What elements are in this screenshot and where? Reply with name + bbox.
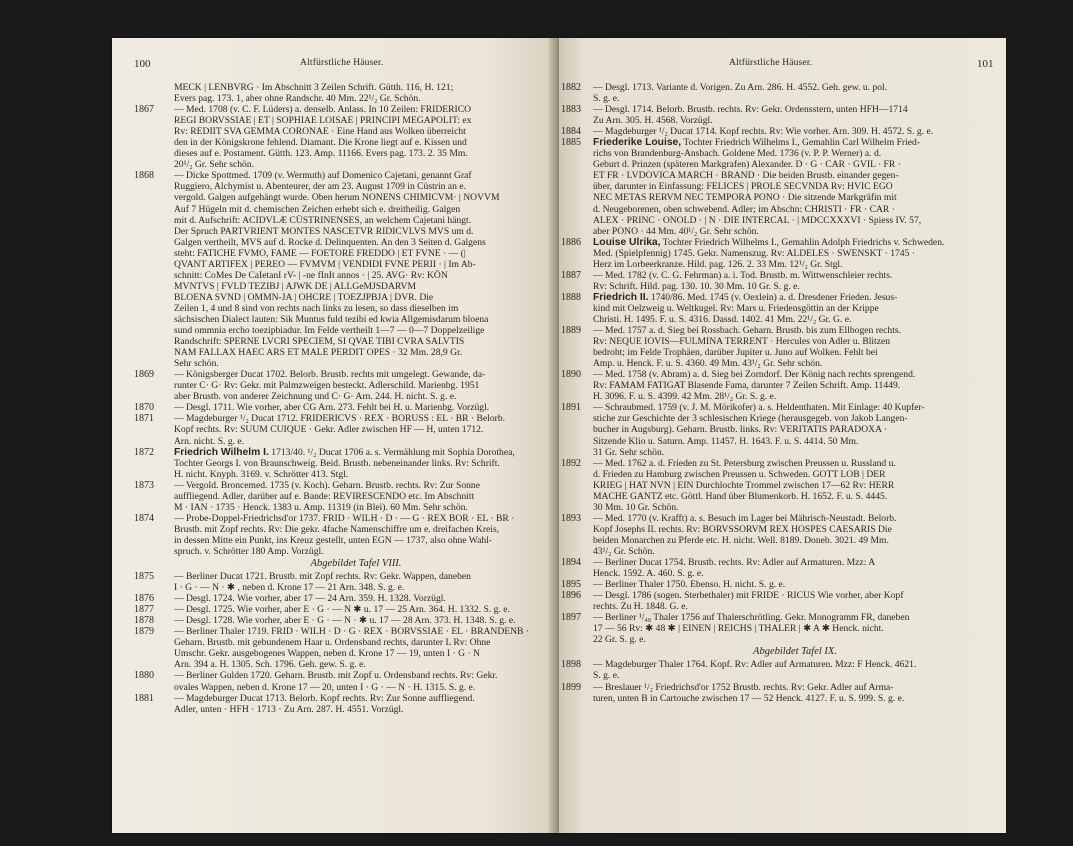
lot-number: 1884 (561, 126, 581, 138)
line-text: Amp. u. Henck. F. u. S. 4360. 49 Mm. 43¹/₂ Gr. Sehr schön. (593, 358, 823, 370)
lot-number: 1871 (134, 413, 154, 425)
lot-number: 1873 (134, 479, 154, 491)
line-text: — Berliner Thaler 1750. Ebenso. H. nicht. S. g. e. (593, 579, 786, 591)
line-text: — Berliner Ducat 1721. Brustb. mit Zopf rechts. Rv: Gekr. Wappen, daneben (174, 571, 471, 583)
catalog-entry-line (561, 104, 997, 116)
catalog-text-line (120, 325, 538, 336)
line-text: KRIEG | HAT NVN | EIN Durchlochte Trommel zwischen 17—62 Rv: HERR (593, 479, 895, 491)
line-text: — Magdeburger ¹/₂ Ducat 1712. FRIDERICVS · REX · BORUSS : EL · BR · Belorb. (174, 413, 506, 425)
lot-number: 1868 (134, 170, 154, 182)
catalog-entry-line (561, 457, 997, 469)
line-text: — Berliner Thaler 1719. FRID · WILH · D · G · REX · BORVSSIAE · EL · BRANDENB · (174, 626, 530, 638)
lot-number: 1878 (134, 615, 154, 627)
line-text: auffliegend. Adler, darüber auf e. Bande: REVIRESCENDO etc. Im Abschnitt (174, 490, 475, 502)
page-number-left: 100 (134, 58, 151, 70)
lot-number: 1883 (561, 104, 581, 116)
catalog-text-line (120, 314, 538, 325)
line-text: S. g. e. (593, 670, 620, 682)
line-text: — Magdeburger Thaler 1764. Kopf. Rv: Adler auf Armaturen. Mzz: F Henck. 4621. (593, 659, 917, 671)
catalog-entry-line (561, 557, 997, 569)
lot-number: 1890 (561, 369, 581, 381)
catalog-entry-line (120, 104, 538, 115)
catalog-entry-line (561, 512, 997, 524)
right-page-text (561, 82, 997, 704)
catalog-entry-line (120, 593, 538, 604)
line-text: Kopf rechts. Rv: SUUM CUIQUE · Gekr. Adler zwischen HF — H, unten 1712. (174, 424, 484, 436)
catalog-text-line (120, 469, 538, 480)
line-text: rechts. Zu H. 1848. G. e. (593, 601, 688, 613)
line-text: Rv: Schrift. Hild. pag. 130. 10. 30 Mm. 10 Gr. S. g. e. (593, 280, 800, 292)
lot-number: 1895 (561, 579, 581, 591)
lot-number: 1897 (561, 612, 581, 624)
ruler-name: Friederike Louise, (593, 137, 682, 149)
line-text: — Med. 1762 a. d. Frieden zu St. Petersburg zwischen Preussen u. Russland u. (593, 457, 896, 469)
line-text: — Med. 1770 (v. Krafft) a. s. Besuch im Lager bei Mährisch-Neustadt. Belorb. (593, 512, 897, 524)
catalog-entry-line (120, 670, 538, 681)
line-text: — Vergold. Broncemed. 1735 (v. Koch). Geharn. Brustb. rechts. Rv: Zur Sonne (174, 479, 480, 491)
catalog-text-line (120, 524, 538, 535)
catalog-text-line (120, 248, 538, 259)
catalog-text-line (120, 682, 538, 693)
lot-number: 1882 (561, 82, 581, 93)
line-text: in dessen Mitte ein Punkt, ins Kreuz gestellt, unten EGN — 1737, also ohne Wahl- (174, 534, 492, 546)
catalog-entry-line (120, 170, 538, 181)
catalog-text-line (565, 148, 997, 159)
line-text: Randschrift: SPERNE LVCRI SPECIEM, SI QVAE TIBI CVRA SALVTIS (174, 336, 465, 348)
line-text: mit d. Aufschrift: ACIDVLÆ CÜSTRINENSES, an welchem Cajetani hängt. (174, 214, 472, 226)
line-text: H. 3096. F. u. S. 4399. 42 Mm. 28¹/₂ Gr. S. g. e. (593, 391, 777, 403)
catalog-text-line (120, 192, 538, 203)
catalog-entry-line (561, 612, 997, 624)
line-text: MECK | LENBVRG · Im Abschnitt 3 Zeilen Schrift. Gütth. 116, H. 121; (174, 82, 454, 93)
catalog-text-line (565, 693, 997, 704)
line-text: richs von Brandenburg-Ansbach. Goldene Med. 1736 (v. P. P. Werner) a. d. (593, 148, 882, 160)
catalog-text-line (565, 347, 997, 358)
line-text: turen, unten B in Cartouche zwischen 17 — 52 Henck. 4127. F. u. S. 999. S. g. e. (593, 692, 905, 704)
catalog-text-line (565, 568, 997, 579)
ruler-name: Friedrich II. (593, 291, 649, 303)
line-text: bedroht; im Felde Trophäen, darüber Jupiter u. Juno auf Wolken. Fehlt bei (593, 347, 878, 359)
line-text: 43¹/₂ Gr. Schön. (593, 545, 655, 557)
line-text: d. Frieden zu Hamburg zwischen Preussen u. Schweden. GOTT LOB | DER (593, 468, 886, 480)
catalog-text-line (120, 582, 538, 593)
catalog-text-line (120, 458, 538, 469)
line-text: kind mit Oelzweig u. Weltkugel. Rv: Mars u. Friedensgöttin an der Krippe (593, 302, 879, 314)
line-text: MACHE GANTZ etc. Göttl. Hand über Blumenkorb. H. 1652. F. u. S. 4445. (593, 490, 888, 502)
book-spread (112, 38, 1006, 833)
plate-caption (565, 646, 997, 657)
catalog-entry-line (561, 269, 997, 281)
catalog-text-line (120, 648, 538, 659)
catalog-text-line (565, 159, 997, 170)
line-text: ovales Wappen, neben d. Krone 17 — 20, unten I · G · — N · H. 1315. S. g. e. (174, 681, 476, 693)
line-text: H. nicht. Knyph. 3169. v. Schrötter 413. Stgl. (174, 468, 349, 480)
line-text: den in der Königskrone fehlend. Diamant. Die Krone liegt auf e. Kissen und (174, 137, 467, 149)
line-text: spruch. v. Schrötter 180 Amp. Vorzügl. (174, 545, 324, 557)
running-header-left: Altfürstliche Häuser. (300, 58, 384, 68)
left-page (112, 38, 555, 833)
line-text: steht: FATICHE FVMO, FAME — FOETORE FREDDO | ET FVNE · — (| (174, 247, 466, 259)
catalog-entry-line (120, 402, 538, 413)
catalog-text-line (120, 93, 538, 104)
catalog-entry-line (120, 369, 538, 380)
catalog-text-line (120, 181, 538, 192)
line-text: REGI BORVSSIAE | ET | SOPHIAE LOISAE | PRINCIPI MEGAPOLIT: ex (174, 115, 472, 127)
catalog-text-line (565, 524, 997, 535)
catalog-text-line (565, 93, 997, 104)
catalog-text-line (120, 358, 538, 369)
line-text: schnitt: CoMes De CaIetanI rV- | -ne fInIt annos · | 25. AVG· Rv: KÖN (174, 269, 448, 281)
line-text: — Probe-Doppel-Friedrichsd'or 1737. FRID · WILH · D · — G · REX BOR · EL · BR · (174, 512, 515, 524)
catalog-text-line (120, 237, 538, 248)
running-header-right: Altfürstliche Häuser. (729, 58, 813, 68)
catalog-text-line (565, 248, 997, 259)
line-text: 17 — 56 Rv: ✱ 48 ✱ | EINEN | REICHS | THALER | ✱ A ✱ Henck. nicht. (593, 623, 884, 635)
ruler-name: Friedrich Wilhelm I. (174, 446, 269, 458)
catalog-entry-line (120, 571, 538, 582)
line-text: Louise Ulrika, Tochter Friedrich Wilhelms I., Gemahlin Adolph Friedrichs v. Schweden. (593, 236, 945, 248)
catalog-text-line (565, 259, 997, 270)
line-text: Ruggiero, Alchymist u. Abenteurer, der am 23. August 1709 in Cüstrin an e. (174, 181, 466, 193)
catalog-text-line (565, 634, 997, 645)
catalog-text-line (565, 469, 997, 480)
catalog-entry-line (561, 236, 997, 248)
line-text: QVANT ARTIFEX | PEREO — FVMVM | VENDIDI FVNE PERII · | Im Ab- (174, 258, 476, 270)
line-text: — Schraubmed. 1759 (v. J. M. Mörikofer) a. s. Heldenthaten. Mit Einlage: 40 Kupfer- (593, 402, 925, 414)
line-text: 31 Gr. Sehr schön. (593, 446, 665, 458)
catalog-text-line (120, 347, 538, 358)
catalog-entry-line (120, 604, 538, 615)
line-text: — Med. 1782 (v. C. G. Fehrman) a. i. Tod. Brustb. m. Wittwenschleier rechts. (593, 269, 893, 281)
lot-number: 1875 (134, 571, 154, 583)
line-text: NAM FALLAX HAEC ARS ET MALE PERDIT OPES · 32 Mm. 28,9 Gr. (174, 347, 463, 359)
line-text: Christi. H. 1495. F. u. S. 4316. Dassd. 1402. 41 Mm. 22¹/₂ Gr. G. e. (593, 313, 852, 325)
line-text: — Berliner Ducat 1754. Brustb. rechts. Rv: Adler auf Armaturen. Mzz: A (593, 557, 876, 569)
catalog-text-line (120, 226, 538, 237)
line-text: d. Neugeborenen, oben schwebend. Adler; im Abschn: CHRISTI · FR · CAR · (593, 203, 895, 215)
line-text: Rv: FAMAM FATIGAT Blasende Fama, darunter 7 Zeilen Schrift. Amp. 11449. (593, 380, 901, 392)
catalog-text-line (120, 436, 538, 447)
line-text: Adler, unten · HFH · 1713 · Zu Arn. 287. H. 4551. Vorzügl. (174, 703, 404, 715)
catalog-text-line (565, 358, 997, 369)
catalog-entry-line (561, 590, 997, 602)
catalog-text-line (120, 137, 538, 148)
lot-number: 1894 (561, 557, 581, 569)
line-text: sund ommnia ercho toezipbiadur. Im Felde vertheilt 1—7 — 0—7 Doppelzeilige (174, 325, 485, 337)
line-text: Zeilen 1, 4 und 8 sind von rechts nach links zu lesen, so dass dieselben im (174, 302, 459, 314)
catalog-entry-line (561, 659, 997, 671)
lot-number: 1893 (561, 512, 581, 524)
catalog-text-line (565, 623, 997, 634)
catalog-text-line (565, 115, 997, 126)
catalog-entry-line (120, 480, 538, 491)
catalog-text-line (120, 704, 538, 715)
line-text: Geharn. Brustb. mit gebundenem Haar u. Ordensband rechts, darunter L Rv: Ohne (174, 637, 491, 649)
line-text: Sitzende Klio u. Saturn. Amp. 11457. H. 1643. F. u. S. 4414. 50 Mm. (593, 435, 859, 447)
lot-number: 1891 (561, 402, 581, 414)
line-text: ET FR · LVDOVICA MARCH · BRAND · Die beiden Brustb. einander gegen- (593, 170, 899, 182)
line-text: NEC METAS RERVM NEC TEMPORA PONO · Die sitzende Markgräfin mit (593, 192, 897, 204)
catalog-text-line (565, 535, 997, 546)
catalog-text-line (120, 336, 538, 347)
catalog-text-line (120, 148, 538, 159)
catalog-text-line (120, 281, 538, 292)
lot-number: 1877 (134, 604, 154, 616)
catalog-text-line (565, 380, 997, 391)
catalog-entry-line (120, 447, 538, 458)
catalog-text-line (565, 170, 997, 181)
line-text: Kopf Josephs II. rechts. Rv: BORVSSORVM REX HOSPES CAESARIS Die (593, 523, 892, 535)
line-text: — Med. 1758 (v. Abram) a. d. Sieg bei Zorndorf. Der König nach rechts sprengend. (593, 369, 916, 381)
catalog-text-line (565, 436, 997, 447)
catalog-text-line (120, 502, 538, 513)
line-text: Rv: NEQUE IOVIS—FULMINA TERRENT · Hercules von Adler u. Blitzen (593, 336, 891, 348)
lot-number: 1870 (134, 402, 154, 414)
line-text: beiden Monarchen zu Pferde etc. H. nicht. Well. 8189. Doneb. 3021. 49 Mm. (593, 534, 889, 546)
catalog-text-line (120, 126, 538, 137)
catalog-text-line (120, 491, 538, 502)
line-text: stiche zur Geschichte der 3 schlesischen Kriege (herausgegeb. von Jakob Langen- (593, 413, 908, 425)
line-text: ALEX · PRINC · ONOLD · | N · DIE INTERCAL · | MDCCXXXVI · Spiess IV. 57, (593, 214, 922, 226)
catalog-entry-line (561, 402, 997, 414)
catalog-text-line (120, 637, 538, 648)
line-text: vergold. Galgen aufgehängt wurde. Oben herum NONENS CHIMICVM· | NOVVM (174, 192, 500, 204)
caption-text: Abgebildet Tafel IX. (753, 646, 837, 658)
catalog-entry-line (561, 82, 997, 93)
line-text: — Desgl. 1711. Wie vorher, aber CG Arn. 273. Fehlt bei H. u. Marienbg. Vorzügl. (174, 402, 490, 414)
catalog-entry-line (120, 615, 538, 626)
catalog-entry-line (561, 126, 997, 138)
line-text: Friedrich Wilhelm I. 1713/40. ¹/₂ Ducat 1706 a. s. Vermählung mit Sophia Dorothea, (174, 446, 515, 458)
lot-number: 1898 (561, 659, 581, 671)
line-text: 20¹/₂ Gr. Sehr schön. (174, 159, 255, 171)
catalog-text-line (565, 226, 997, 237)
line-text: Evers pag. 173. 1, aber ohne Randschr. 40 Mm. 22¹/₂ Gr. Schön. (174, 93, 421, 105)
catalog-text-line (120, 424, 538, 435)
line-text: Arn. nicht. S. g. e. (174, 435, 245, 447)
catalog-text-line (565, 601, 997, 612)
catalog-text-line (565, 424, 997, 435)
line-text: Auf 7 Hügeln mit d. chemischen Zeichen erhebt sich e. dreitheilig. Galgen (174, 203, 461, 215)
line-text: — Desgl. 1725. Wie vorher, aber E · G · — N ✱ u. 17 — 25 Arn. 364. H. 1332. S. g. e. (174, 604, 510, 616)
catalog-entry-line (561, 325, 997, 337)
lot-number: 1887 (561, 269, 581, 281)
line-text: — Dicke Spottmed. 1709 (v. Wermuth) auf Domenico Cajetani, genannt Graf (174, 170, 472, 182)
line-text: 30 Mm. 10 Gr. Schön. (593, 501, 679, 513)
catalog-entry-line (561, 137, 997, 149)
catalog-text-line (120, 535, 538, 546)
line-text: Henck. 1592. A. 460. S. g. e. (593, 568, 704, 580)
line-text: Zu Arn. 305. H. 4568. Vorzügl. (593, 115, 713, 127)
lot-number: 1896 (561, 590, 581, 602)
line-text: Der Spruch PARTVRIENT MONTES NASCETVR RIDICVLVS MVS um d. (174, 225, 474, 237)
catalog-text-line (565, 413, 997, 424)
line-text: — Königsberger Ducat 1702. Belorb. Brustb. rechts mit umgelegt. Gewande, da- (174, 369, 486, 381)
right-page (559, 38, 1006, 833)
line-text: — Desgl. 1713. Variante d. Vorigen. Zu Arn. 286. H. 4552. Geh. gew. u. pol. (593, 82, 888, 93)
line-text: — Berliner Gulden 1720. Geharn. Brustb. mit Zopf u. Ordensband rechts. Rv: Gekr. (174, 670, 498, 682)
catalog-text-line (565, 181, 997, 192)
left-page-text (120, 82, 538, 715)
line-text: — Magdeburger ¹/₂ Ducat 1714. Kopf rechts. Rv: Wie vorher. Arn. 309. H. 4572. S. g. e. (593, 126, 934, 138)
catalog-text-line (565, 391, 997, 402)
page-number-right: 101 (977, 58, 994, 70)
catalog-entry-line (561, 681, 997, 693)
catalog-text-line (120, 659, 538, 670)
line-text: Rv: REDIIT SVA GEMMA CORONAE · Eine Hand aus Wolken überreicht (174, 126, 466, 138)
line-text: I · G · — N · ✱ , neben d. Krone 17 — 21 Arn. 348. S. g. e. (174, 582, 405, 594)
catalog-entry-line (561, 579, 997, 591)
catalog-text-line (120, 259, 538, 270)
lot-number: 1880 (134, 670, 154, 682)
line-text: 22 Gr. S. g. e. (593, 634, 646, 646)
line-text: Umschr. Gekr. ausgebogenes Wappen, neben d. Krone 17 — 19, unten I · G · N (174, 648, 480, 660)
catalog-text-line (565, 303, 997, 314)
catalog-text-line (565, 480, 997, 491)
catalog-text-line (120, 115, 538, 126)
catalog-entry-line (120, 626, 538, 637)
lot-number: 1892 (561, 457, 581, 469)
lot-number: 1885 (561, 137, 581, 149)
line-text: dieses auf e. Postament. Gütth. 123. Amp. 11166. Evers pag. 173. 2. 35 Mm. (174, 148, 468, 160)
catalog-text-line (565, 204, 997, 215)
line-text: — Magdeburger Ducat 1713. Belorb. Kopf rechts. Rv: Zur Sonne auffliegend. (174, 692, 475, 704)
catalog-entry-line (120, 693, 538, 704)
catalog-entry-line (561, 291, 997, 303)
catalog-text-line (120, 270, 538, 281)
line-text: aber PONO · 44 Mm. 40¹/₂ Gr. Sehr schön. (593, 225, 759, 237)
line-text: Friedrich II. 1740/86. Med. 1745 (v. Oexlein) a. d. Dresdener Frieden. Jesus- (593, 291, 898, 303)
catalog-text-line (120, 303, 538, 314)
catalog-text-line (565, 670, 997, 681)
line-text: — Desgl. 1728. Wie vorher, aber E · G · — N · ✱ u. 17 — 28 Arn. 373. H. 1348. S. g. e. (174, 615, 516, 627)
catalog-text-line (120, 159, 538, 170)
catalog-text-line (120, 292, 538, 303)
catalog-text-line (565, 546, 997, 557)
catalog-text-line (120, 204, 538, 215)
lot-number: 1876 (134, 593, 154, 605)
line-text: Friederike Louise, Tochter Friedrich Wilhelms I., Gemahlin Carl Wilhelm Fried- (593, 137, 921, 149)
line-text: Tochter Georgs I. von Braunschweig. Beid. Brustb. nebeneinander links. Rv: Schrift. (174, 457, 500, 469)
catalog-text-line (565, 491, 997, 502)
catalog-entry-line (120, 413, 538, 424)
line-text: BLOENA SVND | OMMN-JA | OHCRE | TOEZJPBJA | DVR. Die (174, 291, 434, 303)
catalog-text-line (120, 380, 538, 391)
line-text: M · IAN · 1735 · Henck. 1383 u. Amp. 11319 (in Blei). 60 Mm. Sehr schön. (174, 501, 468, 513)
catalog-text-line (565, 314, 997, 325)
line-text: Sehr schön. (174, 358, 219, 370)
lot-number: 1869 (134, 369, 154, 381)
lot-number: 1867 (134, 104, 154, 116)
line-text: — Desgl. 1786 (sogen. Sterbethaler) mit FRIDE · RICUS Wie vorher, aber Kopf (593, 590, 904, 602)
line-text: Arn. 394 a. H. 1305. Sch. 1796. Geh. gew. S. g. e. (174, 659, 366, 671)
line-text: — Desgl. 1714. Belorb. Brustb. rechts. Rv: Gekr. Ordensstern, unten HFH—1714 (593, 104, 908, 116)
line-text: runter C· G· Rv: Gekr. mit Palmzweigen besteckt. Adlerschild. Marienbg. 1951 (174, 380, 480, 392)
caption-text: Abgebildet Tafel VIII. (310, 558, 402, 570)
lot-number: 1874 (134, 512, 154, 524)
lot-number: 1879 (134, 626, 154, 638)
lot-number: 1872 (134, 446, 154, 458)
line-text: — Med. 1708 (v. C. F. Lüders) a. denselb. Anlass. In 10 Zeilen: FRIDERICO (174, 104, 472, 116)
line-text: S. g. e. (593, 93, 620, 105)
plate-caption (120, 558, 538, 569)
line-text: aber Brustb. von anderer Zeichnung und C· G· Arn. 244. H. nicht. S. g. e. (174, 391, 457, 403)
line-text: Brustb. mit Zopf rechts. Rv: Die gekr. 4fache Namenschiffre um e. dreifachen Kreis, (174, 523, 500, 535)
catalog-text-line (565, 192, 997, 203)
catalog-text-line (120, 391, 538, 402)
lot-number: 1881 (134, 692, 154, 704)
catalog-entry-line (120, 513, 538, 524)
lot-number: 1899 (561, 681, 581, 693)
line-text: über, darunter in Einfassung: FELICES | PROLE SECVNDA Rv: HVIC EGO (593, 181, 893, 193)
catalog-text-line (565, 447, 997, 458)
catalog-text-line (565, 502, 997, 513)
lot-number: 1886 (561, 236, 581, 248)
catalog-text-line (120, 546, 538, 557)
catalog-text-line (120, 82, 538, 93)
line-text: — Breslauer ¹/₂ Friedrichsd'or 1752 Brustb. rechts. Rv: Gekr. Adler auf Arma- (593, 681, 894, 693)
line-text: MVNTVS | FVLD TEZIBJ | AJWK DE | ALLGeMJSDARVM (174, 280, 417, 292)
catalog-text-line (565, 281, 997, 292)
catalog-text-line (120, 215, 538, 226)
line-text: Galgen vertheilt, MVS auf d. Rocke d. Delinquenten. An den 3 Seiten d. Galgens (174, 236, 486, 248)
line-text: Geburt d. Prinzen (späteren Markgrafen) Alexander. D · G · CAR · GVIL · FR · (593, 159, 901, 171)
catalog-text-line (565, 336, 997, 347)
line-text: — Med. 1757 a. d. Sieg bei Rossbach. Geharn. Brustb. bis zum Ellbogen rechts. (593, 325, 902, 337)
ruler-name: Louise Ulrika, (593, 236, 661, 248)
line-text: sächsischen Dialect lauten: Sik Muntus fuld tezibi ed kwia Allgemisdarum bloena (174, 313, 489, 325)
line-text: Med. (Spielpfennig) 1745. Gekr. Namenszug. Rv: ALDELES · SWENSKT · 1745 · (593, 247, 915, 259)
line-text: Herz im Lorbeerkranze. Hild. pag. 126. 2. 33 Mm. 12¹/₂ Gr. Stgl. (593, 258, 843, 270)
catalog-entry-line (561, 369, 997, 381)
line-text: — Berliner ¹/₄₈ Thaler 1756 auf Thalerschrötling. Gekr. Monogramm FR, daneben (593, 612, 910, 624)
lot-number: 1889 (561, 325, 581, 337)
catalog-text-line (565, 215, 997, 226)
line-text: — Desgl. 1724. Wie vorher, aber 17 — 24 Arn. 359. H. 1328. Vorzügl. (174, 593, 446, 605)
line-text: bucher in Augsburg). Geharn. Brustb. links. Rv: VERITATIS PARADOXA · (593, 424, 888, 436)
lot-number: 1888 (561, 291, 581, 303)
